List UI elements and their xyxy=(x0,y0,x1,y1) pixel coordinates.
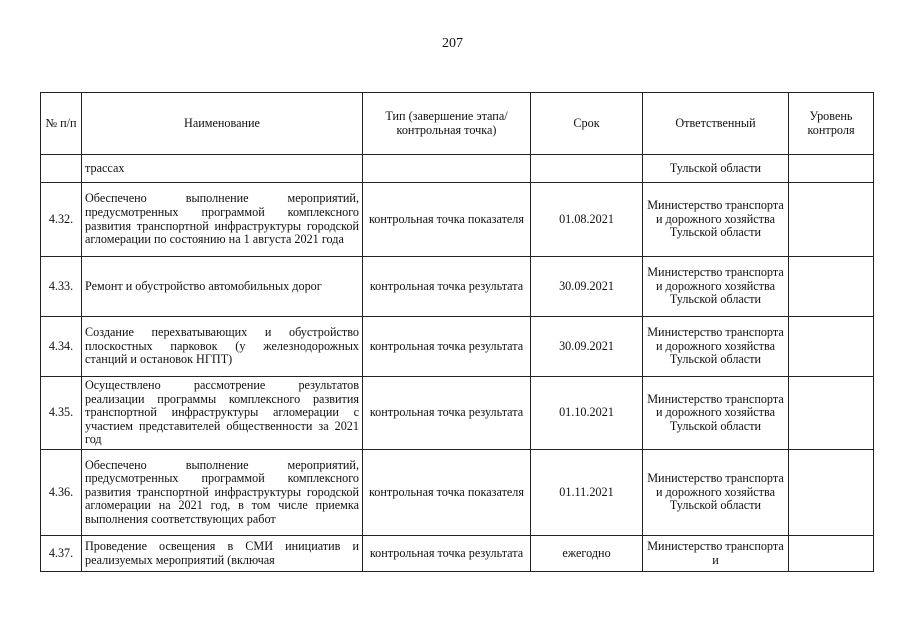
row-name-text: Проведение освещения в СМИ инициатив и реализуемых мероприятий (включая xyxy=(85,539,359,567)
page-number: 207 xyxy=(442,36,463,51)
row-type xyxy=(363,155,531,183)
row-type: контрольная точка результата xyxy=(363,317,531,377)
table-row xyxy=(41,155,874,183)
header-name: Наименование xyxy=(82,93,363,155)
header-type: Тип (завершение этапа/контрольная точка) xyxy=(363,93,531,155)
row-level xyxy=(789,183,874,257)
row-num xyxy=(41,155,82,183)
row-num: 4.33. xyxy=(41,257,82,317)
row-level xyxy=(789,536,874,572)
row-level xyxy=(789,377,874,450)
row-type: контрольная точка показателя xyxy=(363,183,531,257)
row-responsible: Министерство транспорта и xyxy=(643,536,789,572)
row-level xyxy=(789,257,874,317)
row-type: контрольная точка результата xyxy=(363,377,531,450)
row-type: контрольная точка показателя xyxy=(363,450,531,536)
row-num: 4.32. xyxy=(41,183,82,257)
row-type: контрольная точка результата xyxy=(363,536,531,572)
row-num: 4.35. xyxy=(41,377,82,450)
table-header-row xyxy=(41,93,874,155)
header-responsible: Ответственный xyxy=(643,93,789,155)
row-responsible: Министерство транспорта и дорожного хозяйства Тульской области xyxy=(643,377,789,450)
row-name: Обеспечено выполнение мероприятий, предусмотренных программой комплексного развития транспортной инфраструктуры городской агломерации по состоянию на 1 августа 2021 года xyxy=(82,183,363,257)
row-name xyxy=(82,536,363,572)
table-row xyxy=(41,536,874,572)
row-name: Создание перехватывающих и обустройство плоскостных парковок (у железнодорожных станций и остановок НГПТ) xyxy=(82,317,363,377)
row-deadline: 01.10.2021 xyxy=(531,377,643,450)
row-num: 4.36. xyxy=(41,450,82,536)
row-responsible: Министерство транспорта и дорожного хозяйства Тульской области xyxy=(643,450,789,536)
row-name: Ремонт и обустройство автомобильных дорог xyxy=(82,257,363,317)
row-name: Осуществлено рассмотрение результатов реализации программы комплексного развития транспортной инфраструктуры агломерации с участием представителей общественности за 2021 год xyxy=(82,377,363,450)
row-deadline: 01.11.2021 xyxy=(531,450,643,536)
row-responsible: Тульской области xyxy=(643,155,789,183)
header-deadline: Срок xyxy=(531,93,643,155)
row-level xyxy=(789,317,874,377)
row-name: трассах xyxy=(82,155,363,183)
row-responsible: Министерство транспорта и дорожного хозяйства Тульской области xyxy=(643,183,789,257)
table-row xyxy=(41,183,874,257)
table-row xyxy=(41,257,874,317)
row-deadline: 30.09.2021 xyxy=(531,317,643,377)
table-row xyxy=(41,377,874,450)
row-level xyxy=(789,450,874,536)
row-num: 4.37. xyxy=(41,536,82,572)
row-name: Обеспечено выполнение мероприятий, предусмотренных программой комплексного развития транспортной инфраструктуры городской агломерации на 2021 год, в том числе приемка выполнения соответствующих работ xyxy=(82,450,363,536)
row-responsible: Министерство транспорта и дорожного хозяйства Тульской области xyxy=(643,317,789,377)
row-level xyxy=(789,155,874,183)
row-deadline: 30.09.2021 xyxy=(531,257,643,317)
row-deadline: 01.08.2021 xyxy=(531,183,643,257)
row-type: контрольная точка результата xyxy=(363,257,531,317)
header-num: № п/п xyxy=(41,93,82,155)
row-num: 4.34. xyxy=(41,317,82,377)
plan-table xyxy=(40,92,874,572)
header-level: Уровень контроля xyxy=(789,93,874,155)
table-row xyxy=(41,317,874,377)
row-deadline xyxy=(531,155,643,183)
table-row xyxy=(41,450,874,536)
row-deadline: ежегодно xyxy=(531,536,643,572)
row-responsible: Министерство транспорта и дорожного хозяйства Тульской области xyxy=(643,257,789,317)
